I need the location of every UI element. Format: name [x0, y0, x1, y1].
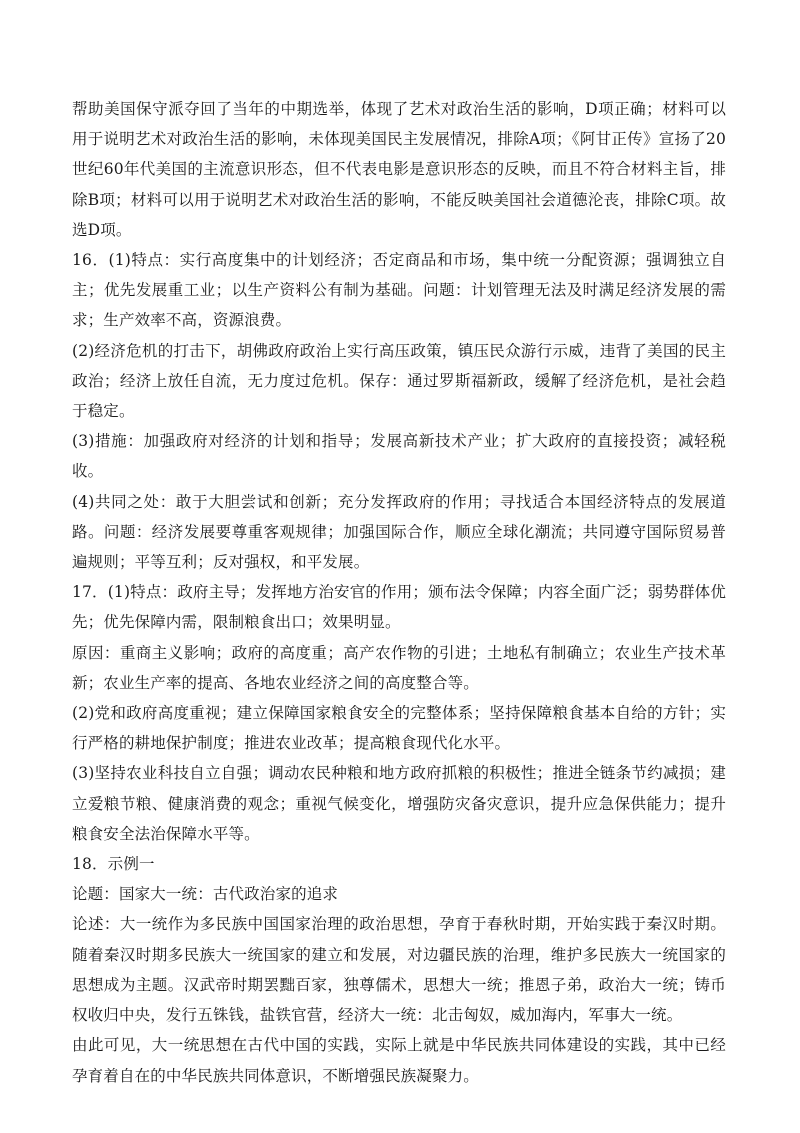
- answer-paragraph-17-3: (3)坚持农业科技自立自强；调动农民种粮和地方政府抓粮的积极性；推进全链条节约减损；建立爱粮节粮、健康消费的观念；重视气候变化，增强防灾备灾意识，提升应急保供能力；提升粮食安全法治保障水平等。: [72, 764, 726, 843]
- answer-paragraph-17-2: (2)党和政府高度重视；建立保障国家粮食安全的完整体系；坚持保障粮食基本自给的方针；实行严格的耕地保护制度；推进农业改革；提高粮食现代化水平。: [72, 704, 726, 753]
- answer-paragraph-18-conclusion: 由此可见，大一统思想在古代中国的实践，实际上就是中华民族共同体建设的实践，其中已经孕育着自在的中华民族共同体意识，不断增强民族凝聚力。: [72, 1036, 726, 1085]
- answer-paragraph-17-1-reasons: 原因：重商主义影响；政府的高度重；高产农作物的引进；土地私有制确立；农业生产技术革新；农业生产率的提高、各地农业经济之间的高度整合等。: [72, 643, 726, 692]
- answer-paragraph-17-1: 17．(1)特点：政府主导；发挥地方治安官的作用；颁布法令保障；内容全面广泛；弱势群体优先；优先保障内需，限制粮食出口；效果明显。: [72, 583, 726, 632]
- answer-paragraph-18-heading: 18．示例一: [72, 855, 155, 874]
- answer-paragraph-18-thesis: 论题：国家大一统：古代政治家的追求: [72, 885, 339, 904]
- answer-paragraph-16-4: (4)共同之处：敢于大胆尝试和创新；充分发挥政府的作用；寻找适合本国经济特点的发展道路。问题：经济发展要尊重客观规律；加强国际合作，顺应全球化潮流；共同遵守国际贸易普遍规则；平等互利；反对强权，和平发展。: [72, 492, 726, 572]
- answer-paragraph-18-argument: 论述：大一统作为多民族中国国家治理的政治思想，孕育于春秋时期，开始实践于秦汉时期。随着秦汉时期多民族大一统国家的建立和发展，对边疆民族的治理，维护多民族大一统国家的思想成为主题。汉武帝时期罢黜百家，独尊儒术，思想大一统；推恩子弟，政治大一统；铸币权收归中央，发行五铢钱，盐铁官营，经济大一统：北击匈奴，威加海内，军事大一统。: [72, 915, 726, 1025]
- answer-paragraph-15-continued: 帮助美国保守派夺回了当年的中期选举，体现了艺术对政治生活的影响，D项正确；材料可以用于说明艺术对政治生活的影响，未体现美国民主发展情况，排除A项；《阿甘正传》宣扬了20世纪60年代美国的主流意识形态，但不代表电影是意识形态的反映，而且不符合材料主旨，排除B项；材料可以用于说明艺术对政治生活的影响，不能反映美国社会道德沦丧，排除C项。故选D项。: [72, 100, 726, 239]
- answer-paragraph-16-1: 16．(1)特点：实行高度集中的计划经济；否定商品和市场，集中统一分配资源；强调独立自主；优先发展重工业；以生产资料公有制为基础。问题：计划管理无法及时满足经济发展的需求；生产效率不高，资源浪费。: [72, 251, 726, 330]
- answer-paragraph-16-3: (3)措施：加强政府对经济的计划和指导；发展高新技术产业；扩大政府的直接投资；减轻税收。: [72, 432, 726, 481]
- answer-paragraph-16-2: (2)经济危机的打击下，胡佛政府政治上实行高压政策，镇压民众游行示威，违背了美国的民主政治；经济上放任自流，无力度过危机。保存：通过罗斯福新政，缓解了经济危机，是社会趋于稳定。: [72, 341, 726, 421]
